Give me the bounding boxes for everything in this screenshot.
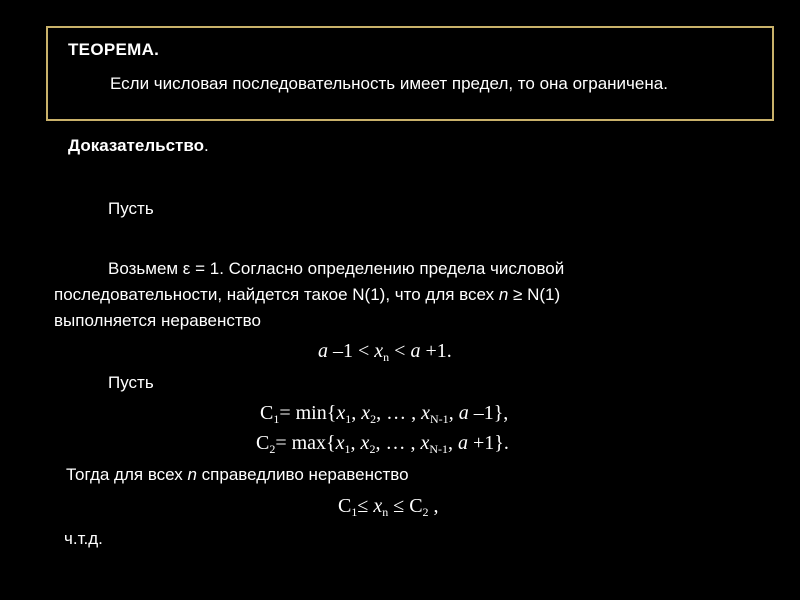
formula-part: +1}. xyxy=(468,432,509,454)
subscript: 2 xyxy=(369,442,376,456)
subscript: 1 xyxy=(345,412,352,426)
comma: , xyxy=(350,432,361,454)
subscript: 2 xyxy=(269,442,276,456)
take-epsilon-line: Возьмем ε = 1. Согласно определению предела числовой xyxy=(108,259,565,278)
var-a: a xyxy=(458,432,468,454)
holds-line: выполняется неравенство xyxy=(54,311,261,330)
proof-title-text: Доказательство xyxy=(68,136,204,155)
var-x: x xyxy=(421,402,431,424)
then-text: Тогда для всех xyxy=(66,465,188,484)
theorem-statement: Если числовая последовательность имеет предел, то она ограничена. xyxy=(110,74,668,93)
formula-part: ≤ C xyxy=(388,495,423,517)
const-c: C xyxy=(260,402,274,424)
formula-part: –1 < xyxy=(328,340,375,362)
formula-part: , … , xyxy=(376,402,422,424)
const-c: C xyxy=(256,432,270,454)
exists-n-text: последовательности, найдется такое N(1), что для всех xyxy=(54,285,499,304)
proof-title xyxy=(68,136,209,156)
exists-n-cond: ≥ N(1) xyxy=(508,285,561,304)
proof-title-dot: . xyxy=(203,136,209,155)
inequality-formula xyxy=(318,338,452,364)
final-inequality xyxy=(338,493,439,519)
var-n: n xyxy=(498,285,509,304)
let-line-1: Пусть xyxy=(108,199,154,218)
let-line-2: Пусть xyxy=(108,373,154,392)
var-x: x xyxy=(374,340,384,362)
formula-part: +1. xyxy=(420,340,452,362)
formula-part: , xyxy=(448,402,459,424)
then-line xyxy=(66,462,409,488)
theorem-box xyxy=(46,26,774,121)
c2-formula xyxy=(256,430,509,456)
subscript: 2 xyxy=(422,505,429,519)
subscript: 1 xyxy=(351,505,358,519)
var-x: x xyxy=(336,402,346,424)
formula-part: = min{ xyxy=(279,402,337,424)
const-c: C xyxy=(338,495,352,517)
var-a: a xyxy=(458,402,469,424)
formula-part: < xyxy=(389,340,411,362)
var-x: x xyxy=(335,432,345,454)
formula-part: , xyxy=(448,432,458,454)
subscript: 2 xyxy=(370,412,377,426)
var-x: x xyxy=(361,402,371,424)
var-a: a xyxy=(410,340,421,362)
formula-part: , … , xyxy=(375,432,421,454)
var-a: a xyxy=(318,340,328,362)
subscript: n xyxy=(382,505,389,519)
comma: , xyxy=(351,402,362,424)
c1-formula xyxy=(260,400,508,426)
formula-part: –1}, xyxy=(468,402,509,424)
theorem-title: ТЕОРЕМА. xyxy=(68,40,160,59)
formula-part: = max{ xyxy=(275,432,336,454)
qed: ч.т.д. xyxy=(64,529,103,548)
subscript: n xyxy=(383,350,390,364)
var-x: x xyxy=(360,432,370,454)
subscript: N-1 xyxy=(429,442,448,456)
var-x: x xyxy=(420,432,430,454)
then-text-tail: справедливо неравенство xyxy=(196,465,409,484)
var-n: n xyxy=(187,465,197,484)
var-x: x xyxy=(373,495,383,517)
subscript: N-1 xyxy=(430,412,449,426)
formula-part: , xyxy=(428,495,439,517)
formula-part: ≤ xyxy=(357,495,374,517)
exists-n-line xyxy=(54,282,560,308)
subscript: 1 xyxy=(344,442,351,456)
subscript: 1 xyxy=(273,412,280,426)
